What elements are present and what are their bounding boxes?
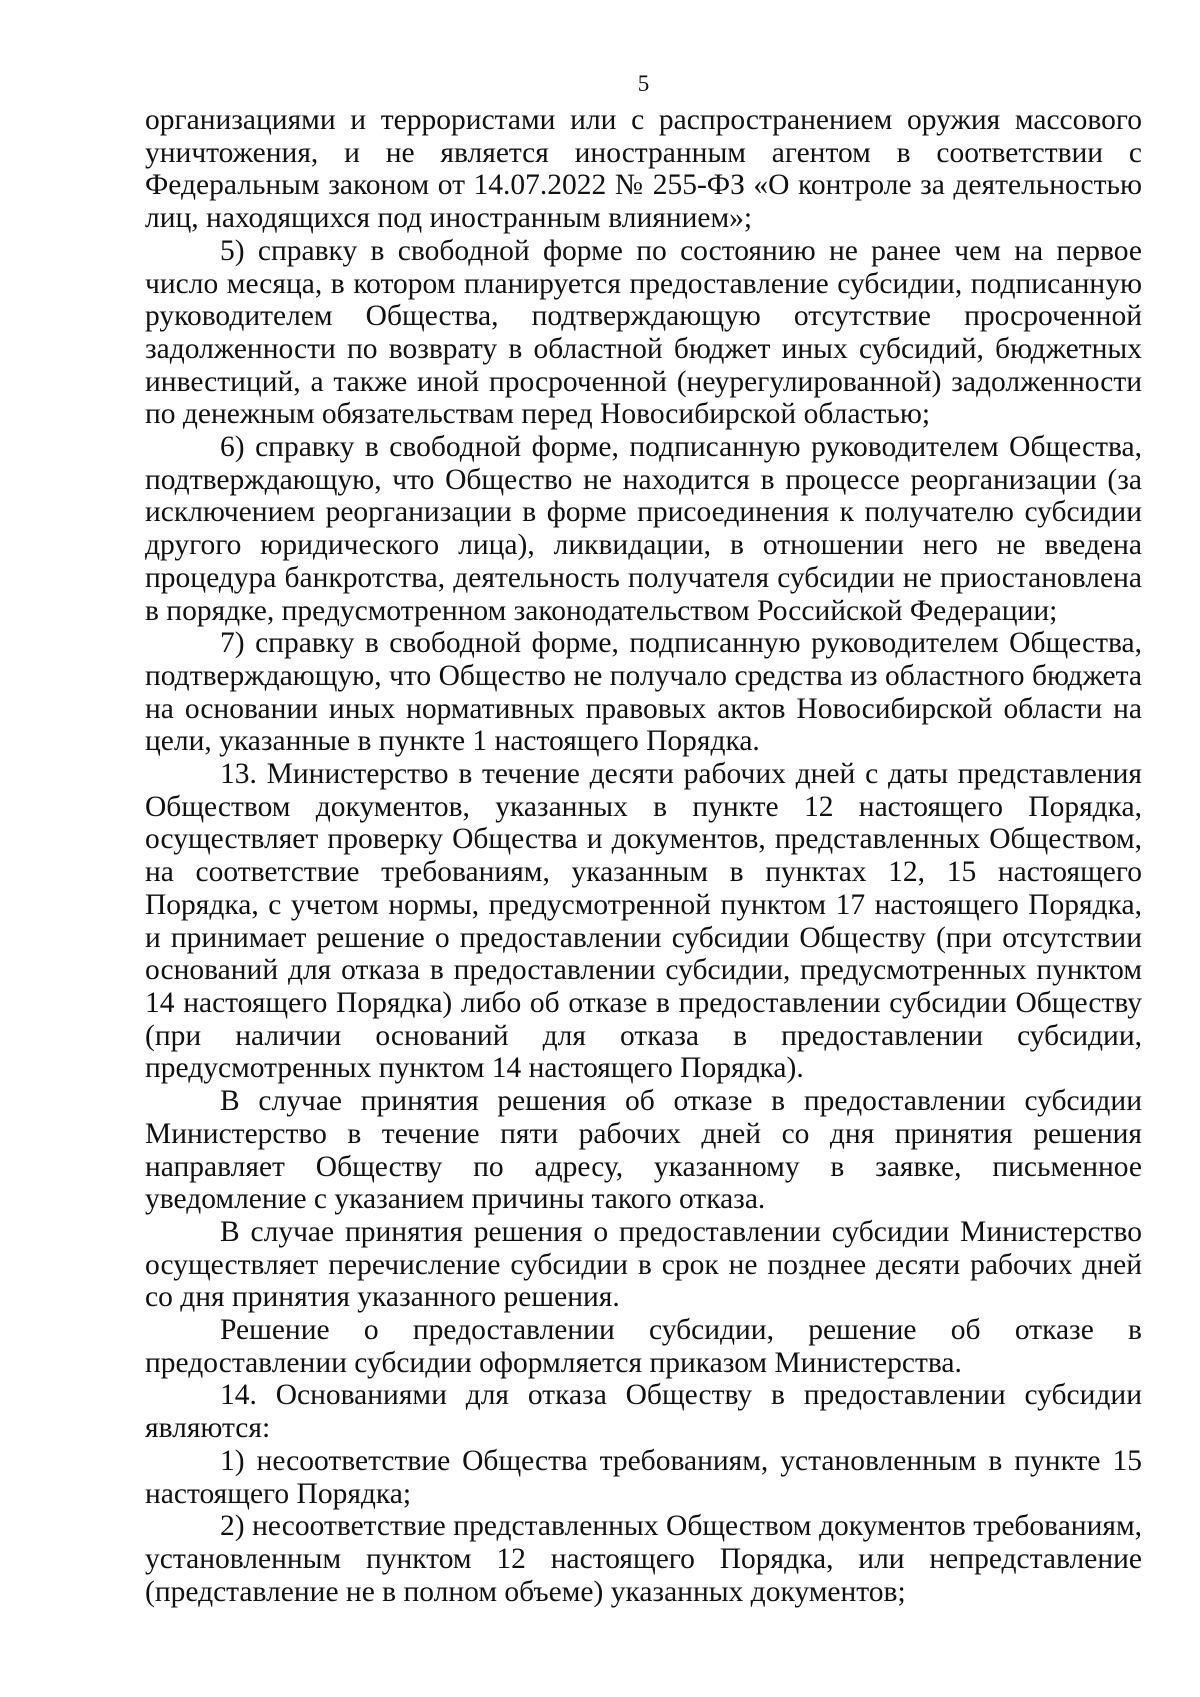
paragraph-item-5: 5) справку в свободной форме по состоянию не ранее чем на первое число месяца, в котором планируется предоставление субсидии, подписанную руководителем Общества, подтверждающую отсутствие просроченной задолженности по возврату в областной бюджет иных субсидий, бюджетных инвестиций, а также иной просроченной (неурегулированной) задолженности по денежным обязательствам перед Новосибирской областью; — [145, 234, 1142, 431]
paragraph-item-7: 7) справку в свободной форме, подписанную руководителем Общества, подтверждающую, что Общество не получало средства из областного бюджета на основании иных нормативных правовых актов Новосибирской области на цели, указанные в пункте 1 настоящего Порядка. — [145, 627, 1142, 758]
page-number: 5 — [637, 71, 650, 96]
paragraph-continuation: организациями и террористами или с распространением оружия массового уничтожения, и не является иностранным агентом в соответствии с Федеральным законом от 14.07.2022 № 255-ФЗ «О контроле за деятельностью лиц, находящихся под иностранным влиянием»; — [145, 104, 1142, 235]
paragraph-clause-13: 13. Министерство в течение десяти рабочих дней с даты представления Обществом документов, указанных в пункте 12 настоящего Порядка, осуществляет проверку Общества и документов, представленных Обществом, на соответствие требованиям, указанным в пунктах 12, 15 настоящего Порядка, с учетом нормы, предусмотренной пунктом 17 настоящего Порядка, и принимает решение о предоставлении субсидии Обществу (при отсутствии оснований для отказа в предоставлении субсидии, предусмотренных пунктом 14 настоящего Порядка) либо об отказе в предоставлении субсидии Обществу (при наличии оснований для отказа в предоставлении субсидии, предусмотренных пунктом 14 настоящего Порядка). — [145, 758, 1142, 1085]
paragraph-refusal-notice: В случае принятия решения об отказе в предоставлении субсидии Министерство в течение пяти рабочих дней со дня принятия решения направляет Обществу по адресу, указанному в заявке, письменное уведомление с указанием причины такого отказа. — [145, 1085, 1142, 1216]
document-page — [145, 70, 1142, 1608]
paragraph-decision-order: Решение о предоставлении субсидии, решение об отказе в предоставлении субсидии оформляется приказом Министерства. — [145, 1314, 1142, 1379]
paragraph-item-6: 6) справку в свободной форме, подписанную руководителем Общества, подтверждающую, что Общество не находится в процессе реорганизации (за исключением реорганизации в форме присоединения к получателю субсидии другого юридического лица), ликвидации, в отношении него не введена процедура банкротства, деятельность получателя субсидии не приостановлена в порядке, предусмотренном законодательством Российской Федерации; — [145, 431, 1142, 627]
paragraph-transfer: В случае принятия решения о предоставлении субсидии Министерство осуществляет перечисление субсидии в срок не позднее десяти рабочих дней со дня принятия указанного решения. — [145, 1215, 1142, 1314]
paragraph-clause-14: 14. Основаниями для отказа Обществу в предоставлении субсидии являются: — [145, 1379, 1142, 1445]
paragraph-ground-1: 1) несоответствие Общества требованиям, установленным в пункте 15 настоящего Порядка; — [145, 1444, 1142, 1510]
paragraph-ground-2: 2) несоответствие представленных Обществом документов требованиям, установленным пунктом 12 настоящего Порядка, или непредставление (представление не в полном объеме) указанных документов; — [145, 1510, 1142, 1608]
